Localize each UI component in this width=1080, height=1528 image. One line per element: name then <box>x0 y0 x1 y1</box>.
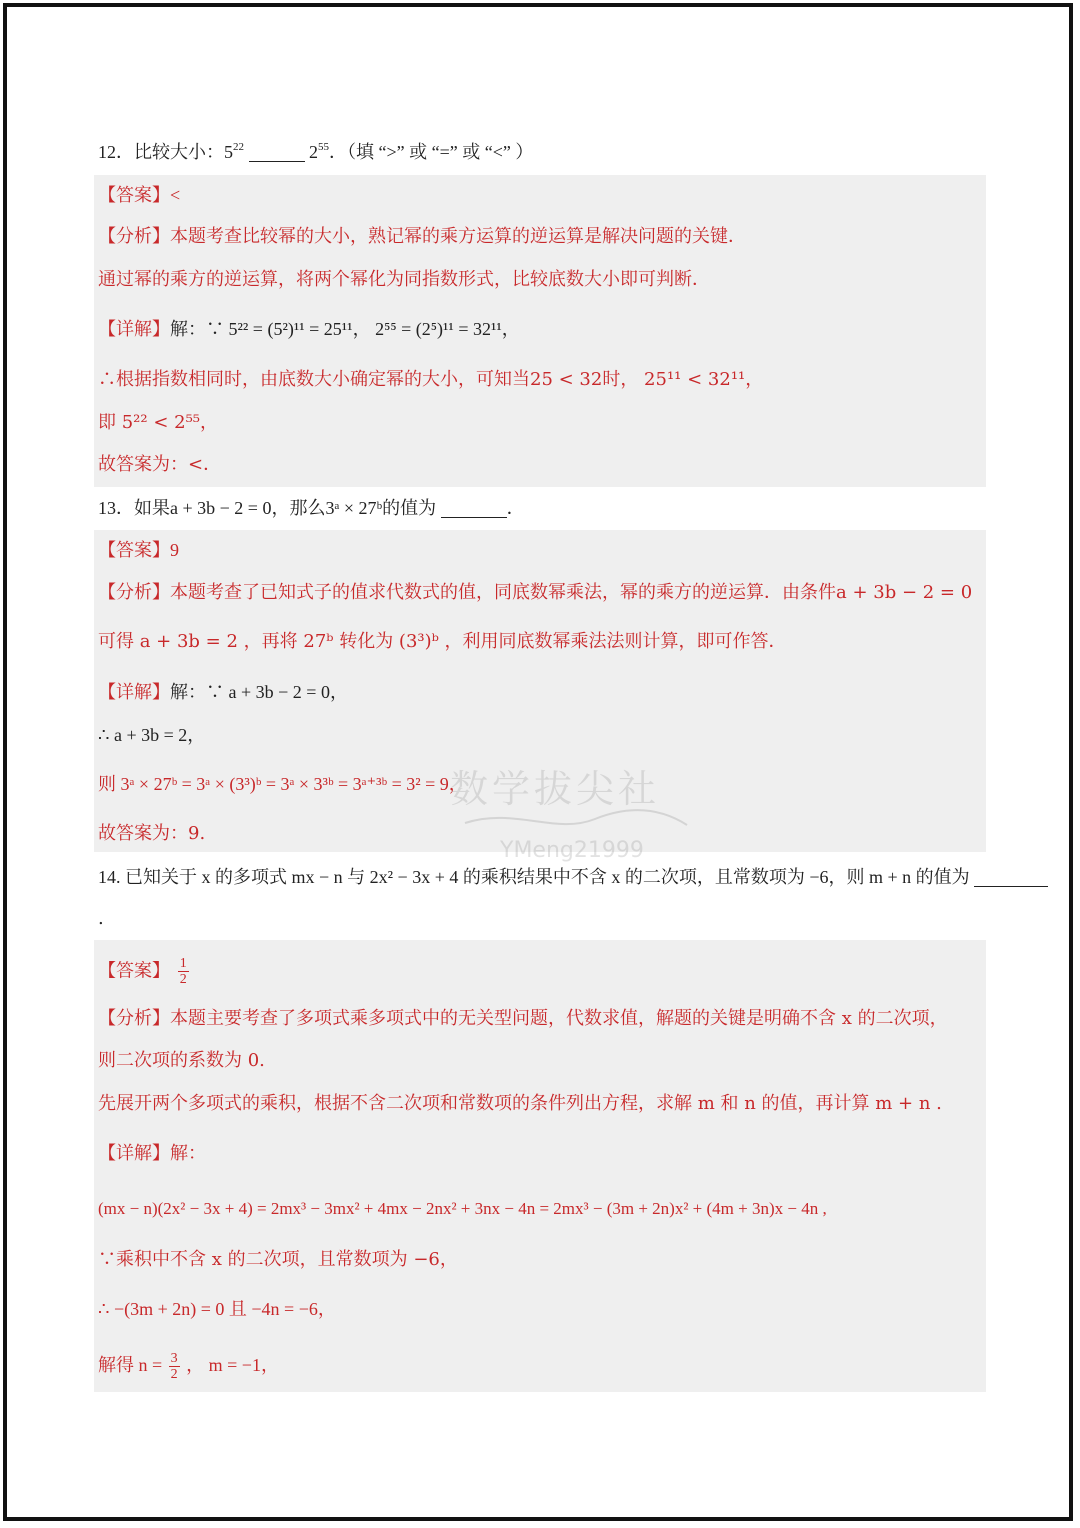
q12-analysis-1: 【分析】本题考查比较幂的大小，熟记幂的乘方运算的逆运算是解决问题的关键． <box>98 226 746 247</box>
watermark-swirl-icon <box>455 805 695 835</box>
q12-detail-4: 故答案为：<． <box>98 454 222 475</box>
watermark-title: 数学拔尖社 <box>450 767 661 811</box>
q14-detail-4: 解得 n = $\frac{3}{2}$ ， m = −1， <box>98 1351 279 1383</box>
q13-answer-blank[interactable] <box>441 517 507 518</box>
q14-answer: 【答案】 $\frac{1}{2}$ <box>98 956 187 987</box>
q14-analysis-1: 【分析】本题主要考查了多项式乘多项式中的无关型问题，代数求值，解题的关键是明确不含 x 的二次项， <box>98 1008 948 1029</box>
q14-stem: 14. 已知关于 x 的多项式 mx − n 与 2x² − 3x + 4 的乘积结果中不含 x 的二次项，且常数项为 −6，则 m + n 的值为 <box>98 864 1048 890</box>
q14-analysis-3: 先展开两个多项式的乘积，根据不含二次项和常数项的条件列出方程，求解 m 和 n 的值，再计算 m + n . <box>98 1093 942 1114</box>
q13-stem: 13．如果a + 3b − 2 = 0，那么3ᵃ × 27ᵇ的值为 ． <box>98 498 525 518</box>
q13-detail-4: 故答案为：9. <box>98 823 206 844</box>
q14-stem-dot: . <box>98 908 104 929</box>
q14-detail-1: (mx − n)(2x² − 3x + 4) = 2mx³ − 3mx² + 4mx − 2nx² + 3nx − 4n = 2mx³ − (3m + 2n)x² + (4m + 3n)x − 4n , <box>98 1199 827 1218</box>
q12-detail-2: ∴根据指数相同时，由底数大小确定幂的大小，可知当25 < 32时， 25¹¹ < 32¹¹， <box>98 369 764 390</box>
q13-analysis-1: 【分析】本题考查了已知式子的值求代数式的值，同底数幂乘法，幂的乘方的逆运算．由条件a + 3b − 2 = 0 <box>98 582 973 603</box>
q12-answer-blank[interactable] <box>249 161 305 162</box>
q12-answer: 【答案】< <box>98 185 181 206</box>
q12-detail-3: 即 5²² < 2⁵⁵， <box>98 412 219 433</box>
q14-detail-0: 【详解】解： <box>98 1143 206 1164</box>
q13-detail-2: ∴ a + 3b = 2， <box>98 725 206 745</box>
q12-stem: 12．比较大小：$5^{22}$ $2^{55}$．（填 “>” 或 “=” 或 “<” ） <box>98 141 534 162</box>
q13-analysis-2: 可得 a + 3b = 2 ，再将 27ᵇ 转化为 (3³)ᵇ ，利用同底数幂乘法法则计算，即可作答． <box>98 631 787 652</box>
q14-detail-2: ∵乘积中不含 x 的二次项，且常数项为 −6， <box>98 1249 458 1270</box>
q12-detail-1: 【详解】解：∵ 5²² = (5²)¹¹ = 25¹¹， 2⁵⁵ = (2⁵)¹¹ = 32¹¹， <box>98 319 520 340</box>
q14-analysis-2: 则二次项的系数为 0. <box>98 1050 265 1071</box>
q12-analysis-2: 通过幂的乘方的逆运算，将两个幂化为同指数形式，比较底数大小即可判断． <box>98 269 710 290</box>
q13-detail-3: 则 3ᵃ × 27ᵇ = 3ᵃ × (3³)ᵇ = 3ᵃ × 3³ᵇ = 3ᵃ⁺³ᵇ = 3² = 9， <box>98 774 467 794</box>
q13-answer: 【答案】9 <box>98 540 179 561</box>
watermark-id: YMeng21999 <box>500 838 644 863</box>
q13-detail-1: 【详解】解：∵ a + 3b − 2 = 0， <box>98 682 348 703</box>
q14-answer-blank[interactable] <box>974 886 1048 887</box>
q14-detail-3: ∴ −(3m + 2n) = 0 且 −4n = −6， <box>98 1299 336 1319</box>
